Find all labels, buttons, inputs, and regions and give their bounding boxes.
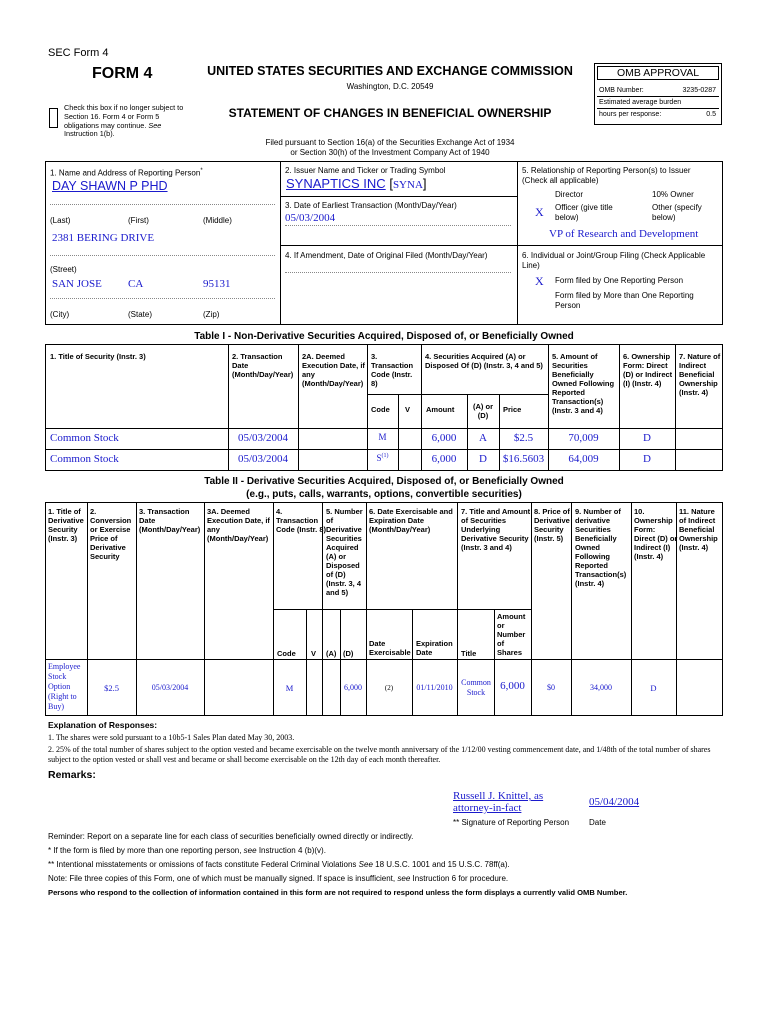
t2-col6-header: 6. Date Exercisable and Expiration Date (Month/Day/Year) bbox=[369, 507, 453, 534]
t1-col5-header: 5. Amount of Securities Beneficially Owned Following Reported Transaction(s) (Instr. 3 and 4) bbox=[552, 352, 615, 415]
checkbox-text bbox=[64, 104, 188, 139]
t2-title-header: Title bbox=[461, 649, 477, 658]
t1-row1-form: D bbox=[643, 432, 651, 444]
t2-row1-form: D bbox=[650, 683, 657, 693]
director-label: Director bbox=[555, 190, 584, 199]
t2-row1-owned: 34,000 bbox=[590, 683, 612, 692]
t1-row1-date: 05/03/2004 bbox=[237, 432, 289, 444]
t1-v-header: V bbox=[405, 405, 411, 414]
box1-label bbox=[50, 167, 203, 178]
remarks-title: Remarks: bbox=[48, 769, 96, 781]
footer-note-1 bbox=[48, 846, 738, 856]
t1-row1-price: $2.5 bbox=[513, 432, 534, 444]
t1-aord-header: (A) or (D) bbox=[473, 402, 493, 420]
t1-row2-amount: 6,000 bbox=[431, 453, 457, 465]
t1-row1-code: M bbox=[378, 432, 387, 442]
one-person-label: Form filed by One Reporting Person bbox=[555, 276, 684, 285]
checkbox-instruction: Instruction 1(b). bbox=[64, 129, 115, 139]
f2-see: See bbox=[358, 860, 373, 869]
issuer-name[interactable]: SYNAPTICS INC bbox=[286, 176, 386, 191]
middle-label: (Middle) bbox=[203, 216, 232, 225]
ticker-bracket-open: [ bbox=[389, 176, 393, 191]
city-value: SAN JOSE bbox=[52, 278, 102, 290]
t2-amount-header: Amount or Number of Shares bbox=[497, 612, 526, 657]
t1-row1-title: Common Stock bbox=[50, 432, 119, 444]
t1-col7-header: 7. Nature of Indirect Beneficial Ownership (Instr. 4) bbox=[679, 352, 721, 397]
sec-form-label: SEC Form 4 bbox=[48, 47, 109, 59]
omb-hours-label: hours per response: bbox=[599, 111, 662, 118]
t2-row1-date: 05/03/2004 bbox=[151, 683, 189, 692]
omb-number-label: OMB Number: bbox=[599, 87, 644, 94]
f2-post: 18 U.S.C. 1001 and 15 U.S.C. 78ff(a). bbox=[375, 860, 510, 869]
box4-label: 4. If Amendment, Date of Original Filed (Month/Day/Year) bbox=[285, 251, 488, 260]
t2-d-header: (D) bbox=[343, 649, 354, 658]
f3-post: Instruction 6 for procedure. bbox=[412, 874, 509, 883]
t2-col3a-header: 3A. Deemed Execution Date, if any (Month/Day/Year) bbox=[207, 507, 270, 543]
f3-pre: Note: File three copies of this Form, one of which must be manually signed. If space is insufficient, bbox=[48, 874, 396, 883]
box2-label: 2. Issuer Name and Ticker or Trading Symbol bbox=[285, 166, 446, 175]
officer-title: VP of Research and Development bbox=[549, 228, 699, 240]
reporting-person-name[interactable]: DAY SHAWN P PHD bbox=[52, 179, 168, 193]
footnote-1-ref[interactable]: (1) bbox=[381, 453, 389, 459]
ticker-symbol: SYNA bbox=[392, 179, 423, 191]
omb-disclaimer: Persons who respond to the collection of information contained in this form are not required to respond unless the form displays a currently valid OMB Number. bbox=[48, 888, 628, 897]
f1-post: Instruction 4 (b)(v). bbox=[258, 846, 326, 855]
footer-note-3 bbox=[48, 874, 738, 884]
form-title: FORM 4 bbox=[92, 65, 153, 82]
t2-row1-expiration: 01/11/2010 bbox=[416, 683, 453, 692]
date-label: Date bbox=[589, 818, 606, 827]
t1-row2-date: 05/03/2004 bbox=[237, 453, 289, 465]
t1-col4-header: 4. Securities Acquired (A) or Disposed Of (D) (Instr. 3, 4 and 5) bbox=[425, 352, 543, 370]
t2-v-header: V bbox=[311, 649, 317, 658]
street-label: (Street) bbox=[50, 265, 77, 274]
explanation-title: Explanation of Responses: bbox=[48, 720, 158, 730]
box1-label-text: 1. Name and Address of Reporting Person bbox=[50, 168, 201, 178]
signature-date: 05/04/2004 bbox=[589, 796, 640, 808]
t2-code-header: Code bbox=[277, 649, 296, 658]
commission-title: UNITED STATES SECURITIES AND EXCHANGE COMMISSION bbox=[207, 64, 573, 78]
t2-col4-header: 4. Transaction Code (Instr. 8) bbox=[276, 507, 327, 534]
t1-price-header: Price bbox=[503, 405, 522, 414]
signature[interactable]: Russell J. Knittel, as attorney-in-fact bbox=[453, 790, 544, 814]
t1-row2-aord: D bbox=[479, 453, 487, 465]
box5-label: 5. Relationship of Reporting Person(s) to Issuer bbox=[522, 166, 691, 175]
table2-title: Table II - Derivative Securities Acquired, Disposed of, or Beneficially Owned bbox=[204, 476, 564, 487]
footnote-2: 2. 25% of the total number of shares subject to the option vested and became exercisable on the twelve month anniversary of the 1/12/00 vesting commencement date, and 1/48th of the total number of shares subject to the option vested or shall vest and became or shall become exercisable on the 12th day of each month thereafter. bbox=[48, 745, 711, 764]
t1-row2-code bbox=[367, 453, 398, 463]
t1-col2a-header: 2A. Deemed Execution Date, if any (Month/Day/Year) bbox=[302, 352, 365, 388]
filed-pursuant-line1: Filed pursuant to Section 16(a) of the Securities Exchange Act of 1934 bbox=[265, 138, 515, 147]
footnote-1: 1. The shares were sold pursuant to a 10b5-1 Sales Plan dated May 30, 2003. bbox=[48, 733, 295, 742]
box1-star: * bbox=[200, 168, 203, 174]
checkbox-see: See bbox=[148, 120, 162, 130]
t1-row2-owned: 64,009 bbox=[568, 453, 599, 465]
t2-col8-header: 8. Price of Derivative Security (Instr. 5) bbox=[534, 507, 570, 543]
footer-note-2 bbox=[48, 860, 738, 870]
t1-row2-price: $16.5603 bbox=[502, 453, 545, 465]
t2-col2-header: 2. Conversion or Exercise Price of Derivative Security bbox=[90, 507, 132, 561]
street-value: 2381 BERING DRIVE bbox=[52, 232, 155, 244]
f1-pre: * If the form is filed by more than one reporting person, bbox=[48, 846, 242, 855]
t1-row2-title: Common Stock bbox=[50, 453, 119, 465]
one-person-check-mark[interactable]: X bbox=[535, 274, 544, 288]
t1-row1-amount: 6,000 bbox=[431, 432, 457, 444]
t1-col1-header: 1. Title of Security (Instr. 3) bbox=[50, 352, 146, 361]
issuer-line bbox=[286, 176, 427, 191]
omb-number-value: 3235-0287 bbox=[682, 87, 716, 94]
t2-row1-price: $2.5 bbox=[104, 683, 119, 693]
city-label: (City) bbox=[50, 310, 70, 319]
f2-pre: ** Intentional misstatements or omissions of facts constitute Federal Criminal Violations bbox=[48, 860, 357, 869]
state-value: CA bbox=[128, 278, 144, 290]
omb-hours-value: 0.5 bbox=[706, 111, 716, 118]
t2-row1-deriv-price: $0 bbox=[547, 683, 555, 692]
other-label: Other (specify below) bbox=[652, 203, 702, 222]
t1-row2-form: D bbox=[643, 453, 651, 465]
t2-col9-header: 9. Number of derivative Securities Beneficially Owned Following Reported Transaction(s) (Instr. 4) bbox=[575, 507, 627, 588]
box3-label: 3. Date of Earliest Transaction (Month/Day/Year) bbox=[285, 201, 457, 210]
checkbox-text-main: Check this box if no longer subject to Section 16. Form 4 or Form 5 obligations may continue. bbox=[64, 103, 184, 130]
table1-title: Table I - Non-Derivative Securities Acquired, Disposed of, or Beneficially Owned bbox=[194, 331, 574, 342]
last-label: (Last) bbox=[50, 216, 71, 225]
reminder-text: Reminder: Report on a separate line for each class of securities beneficially owned directly or indirectly. bbox=[48, 832, 414, 841]
officer-check-mark[interactable]: X bbox=[535, 205, 544, 219]
t1-col6-header: 6. Ownership Form: Direct (D) or Indirect (I) (Instr. 4) bbox=[623, 352, 673, 388]
box5-sub: (Check all applicable) bbox=[522, 176, 599, 185]
t1-row1-owned: 70,009 bbox=[568, 432, 599, 444]
t2-col7-header: 7. Title and Amount of Securities Underlying Derivative Security (Instr. 3 and 4) bbox=[461, 507, 531, 552]
earliest-transaction-date: 05/03/2004 bbox=[285, 212, 336, 224]
f3-see: see bbox=[397, 874, 411, 883]
state-label: (State) bbox=[128, 310, 153, 319]
t2-col1-header: 1. Title of Derivative Security (Instr. 3) bbox=[48, 507, 84, 543]
commission-location: Washington, D.C. 20549 bbox=[346, 82, 434, 91]
t2-expiration-header: Expiration Date bbox=[416, 639, 453, 657]
more-persons-label: Form filed by More than One Reporting Person bbox=[555, 291, 694, 310]
omb-burden-label: Estimated average burden bbox=[599, 99, 682, 106]
ten-percent-owner-label: 10% Owner bbox=[652, 190, 694, 199]
t2-row1-disposed: 6,000 bbox=[344, 683, 362, 692]
t2-col11-header: 11. Nature of Indirect Beneficial Ownership (Instr. 4) bbox=[679, 507, 718, 552]
ticker-bracket-close: ] bbox=[422, 176, 427, 191]
officer-label: Officer (give title below) bbox=[555, 203, 613, 222]
t2-exercisable-header: Date Exercisable bbox=[369, 639, 411, 657]
omb-title: OMB APPROVAL bbox=[616, 67, 700, 79]
t2-col5-header: 5. Number of Derivative Securities Acquired (A) or Disposed of (D) (Instr. 3, 4 and 5) bbox=[326, 507, 363, 597]
t1-col3-header: 3. Transaction Code (Instr. 8) bbox=[371, 352, 414, 388]
t2-row1-code: M bbox=[285, 683, 294, 693]
t2-row1-title: Employee Stock Option (Right to Buy) bbox=[48, 662, 81, 711]
t1-row1-aord: A bbox=[479, 432, 487, 444]
footnote-2-ref[interactable]: (2) bbox=[384, 684, 394, 692]
t1-row2-code-letter: S bbox=[376, 453, 382, 463]
t1-code-header: Code bbox=[371, 405, 390, 414]
zip-label: (Zip) bbox=[203, 310, 220, 319]
t2-col3-header: 3. Transaction Date (Month/Day/Year) bbox=[139, 507, 201, 534]
t1-amount-header: Amount bbox=[426, 405, 455, 414]
box6-label: 6. Individual or Joint/Group Filing (Check Applicable Line) bbox=[522, 251, 706, 270]
t2-row1-shares: 6,000 bbox=[500, 680, 525, 692]
signature-label: ** Signature of Reporting Person bbox=[453, 818, 570, 827]
t2-row1-underlying: Common Stock bbox=[461, 678, 491, 697]
t2-col10-header: 10. Ownership Form: Direct (D) or Indirect (I) (Instr. 4) bbox=[634, 507, 678, 561]
table2-subtitle: (e.g., puts, calls, warrants, options, convertible securities) bbox=[246, 489, 522, 500]
no-longer-subject-checkbox[interactable] bbox=[49, 108, 58, 128]
f1-see: see bbox=[243, 846, 257, 855]
t1-col2-header: 2. Transaction Date (Month/Day/Year) bbox=[232, 352, 294, 379]
zip-value: 95131 bbox=[203, 278, 231, 290]
first-label: (First) bbox=[128, 216, 149, 225]
t2-a-header: (A) bbox=[326, 649, 337, 658]
filed-pursuant-line2: or Section 30(h) of the Investment Company Act of 1940 bbox=[290, 148, 490, 157]
statement-title: STATEMENT OF CHANGES IN BENEFICIAL OWNERSHIP bbox=[228, 106, 552, 120]
